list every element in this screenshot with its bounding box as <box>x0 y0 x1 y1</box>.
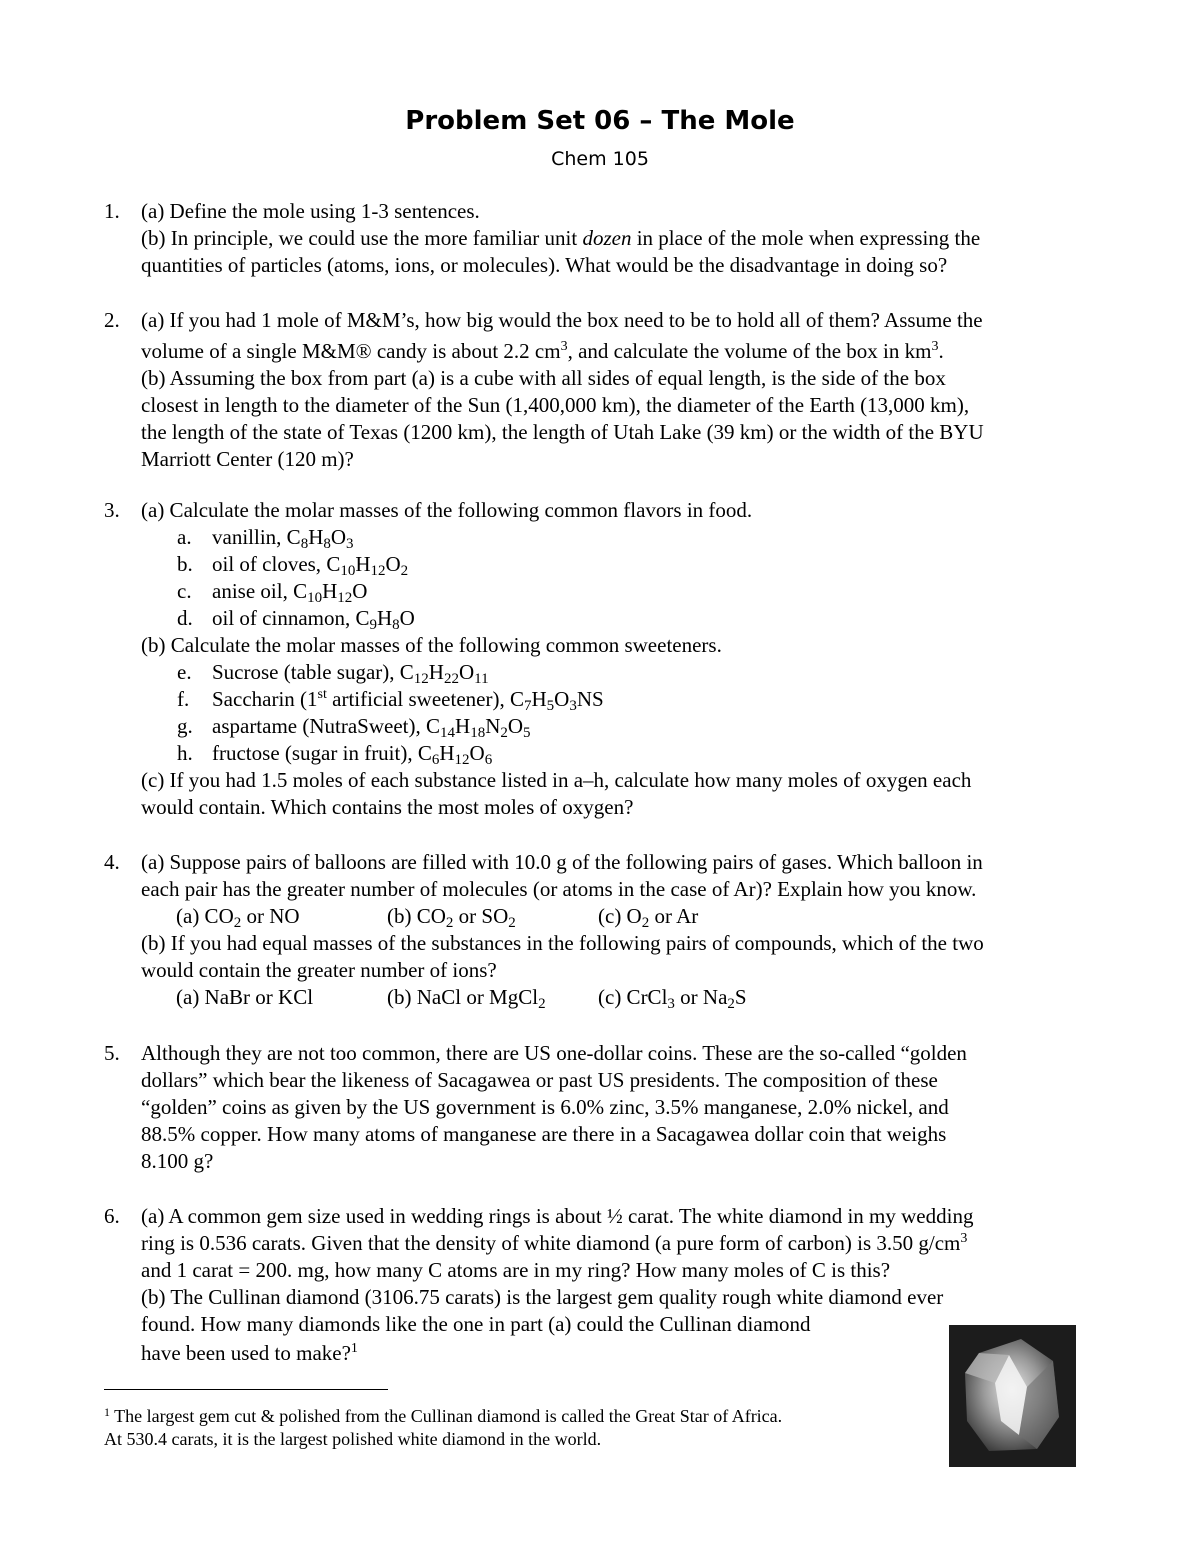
cullinan-diamond-photo <box>949 1325 1076 1467</box>
question-number: 5. <box>104 1041 120 1065</box>
q6-line-6: have been used to make?$^1$ <box>141 1341 358 1365</box>
q6-line-3: and 1 carat = 200. mg, how many C atoms are in my ring? How many moles of C is this? <box>141 1258 891 1282</box>
q5-line-2: dollars” which bear the likeness of Sacagawea or past US presidents. The composition of these <box>141 1068 938 1092</box>
q3-part-c-line-1: (c) If you had 1.5 moles of each substance listed in a–h, calculate how many moles of oxygen each <box>141 768 972 792</box>
course-name: Chem 105 <box>551 148 649 170</box>
q1-line-1: (a) Define the mole using 1-3 sentences. <box>141 199 480 223</box>
q4-line-5: would contain the greater number of ions? <box>141 958 497 982</box>
q4-line-1: (a) Suppose pairs of balloons are filled with 10.0 g of the following pairs of gases. Which balloon in <box>141 850 983 874</box>
footnote <box>104 1405 782 1451</box>
q5-line-4: 88.5% copper. How many atoms of manganese are there in a Sacagawea dollar coin that weighs <box>141 1122 947 1146</box>
page-title: Problem Set 06 – The Mole <box>405 106 795 136</box>
q1-line-3: quantities of particles (atoms, ions, or molecules). What would be the disadvantage in doing so? <box>141 253 948 277</box>
q2-line-4: closest in length to the diameter of the Sun (1,400,000 km), the diameter of the Earth (13,000 km), <box>141 393 970 417</box>
list-item: e. Sucrose (table sugar), $C_{12}H_{22}O_{11}$ <box>177 660 489 687</box>
list-item: d. oil of cinnamon, $C_9H_8O$ <box>177 606 415 633</box>
list-item: g. aspartame (NutraSweet), $C_{14}H_{18}N_2O_5$ <box>177 714 531 741</box>
q4-line-2: each pair has the greater number of molecules (or atoms in the case of Ar)? Explain how you know. <box>141 877 977 901</box>
footnote-divider <box>104 1389 388 1390</box>
q6-line-2: ring is 0.536 carats. Given that the density of white diamond (a pure form of carbon) is 3.50 $g/cm^3$ <box>141 1231 968 1255</box>
q2-line-2: volume of a single M&M® candy is about 2.2 $cm^3$, and calculate the volume of the box in $km^3$. <box>141 339 944 363</box>
q2-line-5: the length of the state of Texas (1200 km), the length of Utah Lake (39 km) or the width of the BYU <box>141 420 984 444</box>
list-item: a. vanillin, $C_8H_8O_3$ <box>177 525 354 552</box>
list-item: c. anise oil, $C_{10}H_{12}O$ <box>177 579 368 606</box>
footnote-line-1: $^1$ The largest gem cut & polished from the Cullinan diamond is called the Great Star of Africa. <box>104 1405 783 1426</box>
diamond-image <box>949 1325 1076 1467</box>
list-item: h. fructose (sugar in fruit), $C_6H_{12}O_6$ <box>177 741 493 768</box>
q1-line-2: (b) In principle, we could use the more familiar unit dozen in place of the mole when expressing the <box>141 226 981 250</box>
footnote-ref: 1 <box>350 1341 358 1356</box>
list-item: b. oil of cloves, $C_{10}H_{12}O_2$ <box>177 552 409 579</box>
q4-gas-pairs: (a) $CO_2$ or NO (b) $CO_2$ or $SO_2$ (c) $O_2$ or Ar <box>176 904 699 931</box>
q5-line-5: 8.100 g? <box>141 1149 214 1173</box>
question-number: 4. <box>104 850 120 874</box>
q3-part-a-intro: (a) Calculate the molar masses of the following common flavors in food. <box>141 498 753 522</box>
q2-line-6: Marriott Center (120 m)? <box>141 447 354 471</box>
list-item: f. Saccharin (1st artificial sweetener), $C_7H_5O_3NS$ <box>177 687 604 714</box>
question-number: 6. <box>104 1204 120 1228</box>
q6-line-4: (b) The Cullinan diamond (3106.75 carats) is the largest gem quality rough white diamond ever <box>141 1285 944 1309</box>
q4-line-4: (b) If you had equal masses of the substances in the following pairs of compounds, which of the two <box>141 931 984 955</box>
q2-line-1: (a) If you had 1 mole of M&M’s, how big would the box need to be to hold all of them? Assume the <box>141 308 983 332</box>
q5-line-3: “golden” coins as given by the US government is 6.0% zinc, 3.5% manganese, 2.0% nickel, and <box>141 1095 949 1119</box>
q6-line-5: found. How many diamonds like the one in part (a) could the Cullinan diamond <box>141 1312 811 1336</box>
question-number: 1. <box>104 199 120 223</box>
footnote-line-2: At 530.4 carats, it is the largest polished white diamond in the world. <box>104 1429 602 1449</box>
q3-part-c-line-2: would contain. Which contains the most moles of oxygen? <box>141 795 634 819</box>
q4-compound-pairs: (a) NaBr or KCl (b) NaCl or MgCl$_2$ (c) CrCl$_3$ or $Na_2S$ <box>176 985 747 1012</box>
question-number: 3. <box>104 498 120 522</box>
q2-line-3: (b) Assuming the box from part (a) is a cube with all sides of equal length, is the side of the box <box>141 366 946 390</box>
q6-line-1: (a) A common gem size used in wedding rings is about ½ carat. The white diamond in my wedding <box>141 1204 974 1228</box>
q3-part-b-intro: (b) Calculate the molar masses of the following common sweeteners. <box>141 633 722 657</box>
question-number: 2. <box>104 308 120 332</box>
q5-line-1: Although they are not too common, there are US one-dollar coins. These are the so-called “golden <box>141 1041 967 1065</box>
